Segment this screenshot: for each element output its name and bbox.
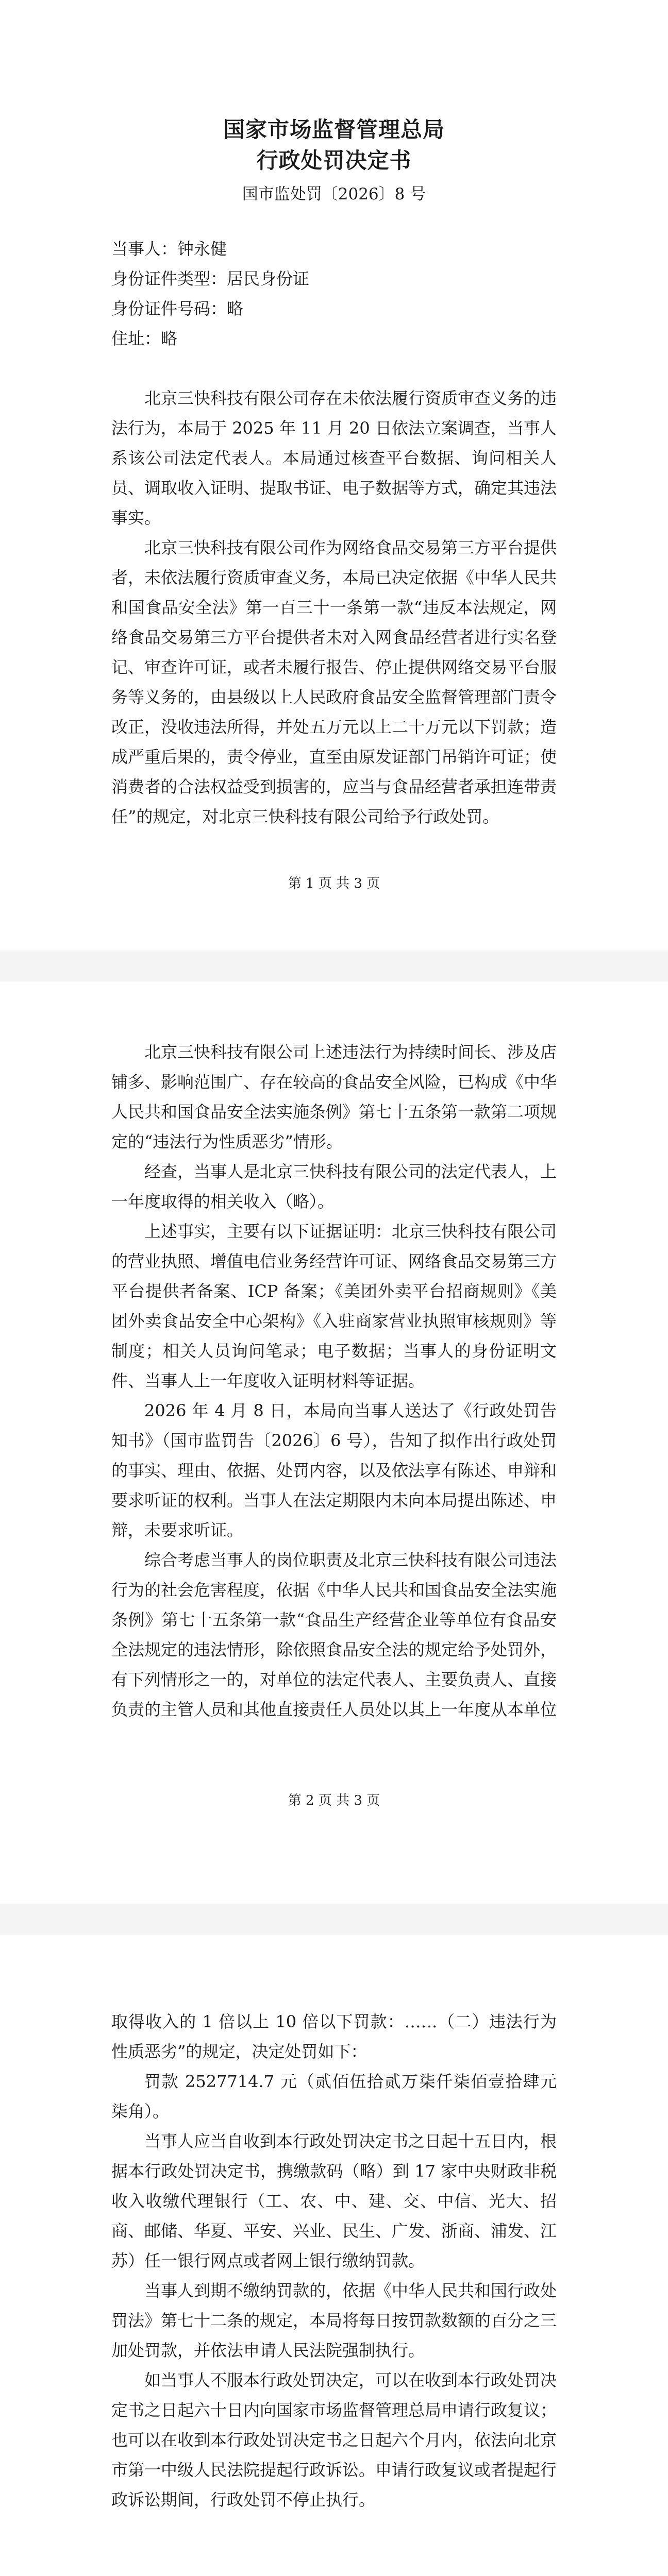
paragraph: 当事人应当自收到本行政处罚决定书之日起十五日内，根据本行政处罚决定书，携缴款码（略）到 17 家中央财政非税收入收缴代理银行（工、农、中、建、交、中信、光大、招商、邮储、华夏、平安、兴业、民生、广发、浙商、浦发、江苏）任一银行网点或者网上银行缴纳罚款。 (111, 2131, 557, 2270)
page2-body (111, 1037, 557, 1724)
paragraph: 北京三快科技有限公司上述违法行为持续时间长、涉及店铺多、影响范围广、存在较高的食品安全风险，已构成《中华人民共和国食品安全法实施条例》第七十五条第一款第二项规定的“违法行为性质恶劣”情形。 (111, 1042, 557, 1151)
paragraph: 综合考虑当事人的岗位职责及北京三快科技有限公司违法行为的社会危害程度，依据《中华人民共和国食品安全法实施条例》第七十五条第一款“食品生产经营企业等单位有食品安全法规定的违法情形，除依照食品安全法的规定给予处罚外，有下列情形之一的，对单位的法定代表人、主要负责人、直接负责的主管人员和其他直接责任人员处以其上一年度从本单位 (111, 1550, 557, 1719)
party-name: 当事人：钟永健 (111, 239, 227, 259)
paragraph: 当事人到期不缴纳罚款的，依据《中华人民共和国行政处罚法》第七十二条的规定，本局将每日按罚款数额的百分之三加处罚款，并依法申请人民法院强制执行。 (111, 2281, 557, 2360)
document-page-1 (0, 0, 668, 951)
fine-amount: 罚款 2527714.7 元（贰佰伍拾贰万柒仟柒佰壹拾肆元柒角）。 (111, 2072, 557, 2121)
page3-body (111, 2007, 557, 2515)
agency-title: 国家市场监督管理总局 (223, 117, 445, 142)
document-header (111, 114, 557, 209)
paragraph: 2026 年 4 月 8 日，本局向当事人送达了《行政处罚告知书》（国市监罚告〔2026〕6 号），告知了拟作出行政处罚的事实、理由、依据、处罚内容，以及依法享有陈述、申辩和要求听证的权利。当事人在法定期限内未向本局提出陈述、申辩，未要求听证。 (111, 1401, 557, 1540)
paragraph: 北京三快科技有限公司存在未依法履行资质审查义务的违法行为，本局于 2025 年 11 月 20 日依法立案调查，当事人系该公司法定代表人。本局通过核查平台数据、询问相关人员、调取收入证明、提取书证、电子数据等方式，确定其违法事实。 (111, 388, 557, 528)
party-address: 住址：略 (111, 329, 178, 348)
paragraph: 经查，当事人是北京三快科技有限公司的法定代表人，上一年度取得的相关收入（略）。 (111, 1162, 557, 1211)
party-info (111, 234, 557, 353)
page1-body (111, 383, 557, 832)
document-page-2 (0, 981, 668, 1904)
paragraph: 上述事实，主要有以下证据证明：北京三快科技有限公司的营业执照、增值电信业务经营许可证、网络食品交易第三方平台提供者备案、ICP 备案；《美团外卖平台招商规则》《美团外卖食品安全中心架构》《入驻商家营业执照审核规则》等制度；相关人员询问笔录；电子数据；当事人的身份证明文件、当事人上一年度收入证明材料等证据。 (111, 1222, 557, 1391)
document-type-title: 行政处罚决定书 (256, 148, 412, 173)
document-number: 国市监处罚〔2026〕8 号 (242, 185, 426, 204)
page-footer-2: 第 2 页 共 3 页 (288, 1793, 380, 1808)
party-id-type: 身份证件类型：居民身份证 (111, 269, 310, 289)
paragraph: 取得收入的 1 倍以上 10 倍以下罚款：……（二）违法行为性质恶劣”的规定，决定处罚如下： (111, 2012, 557, 2061)
page-footer-1: 第 1 页 共 3 页 (288, 876, 380, 891)
party-id-number: 身份证件号码：略 (111, 299, 244, 318)
document-page-3 (0, 1935, 668, 2576)
paragraph: 如当事人不服本行政处罚决定，可以在收到本行政处罚决定书之日起六十日内向国家市场监督管理总局申请行政复议；也可以在收到本行政处罚决定书之日起六个月内，依法向北京市第一中级人民法院提起行政诉讼。申请行政复议或者提起行政诉讼期间，行政处罚不停止执行。 (111, 2370, 557, 2510)
paragraph: 北京三快科技有限公司作为网络食品交易第三方平台提供者，未依法履行资质审查义务，本局已决定依据《中华人民共和国食品安全法》第一百三十一条第一款“违反本法规定，网络食品交易第三方平台提供者未对入网食品经营者进行实名登记、审查许可证，或者未履行报告、停止提供网络交易平台服务等义务的，由县级以上人民政府食品安全监督管理部门责令改正，没收违法所得，并处五万元以上二十万元以下罚款；造成严重后果的，责令停业，直至由原发证部门吊销许可证；使消费者的合法权益受到损害的，应当与食品经营者承担连带责任”的规定，对北京三快科技有限公司给予行政处罚。 (111, 538, 557, 826)
